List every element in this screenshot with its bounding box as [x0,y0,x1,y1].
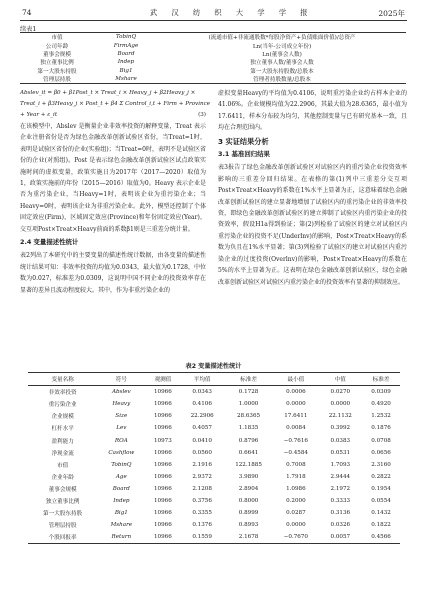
column-header: 观测值 [145,373,180,386]
table-cell: 0.1728 [238,389,259,396]
table-cell: 10966 [153,401,172,408]
table-cell: 0.3136 [330,510,351,517]
variable-definition: 管理者持股数量/总股本 [158,75,406,84]
table-cell: TobinQ [111,461,132,468]
variable-name: 独立董事比例 [40,60,74,67]
variable-name: 管理层持股 [20,75,94,84]
table-cell: 0.0708 [371,437,391,444]
table-row [28,410,400,422]
variable-symbol: Mshare [94,75,158,84]
stats-continued-text: 虚拟变量Heavy的平均值为0.4106，说明重污染企业约占样本企业的41.06%。企业规模均值为22.2906，其最大值为28.6365，最小值为17.6411，样本分布较为均匀，其他控制变量与已有研究基本一致，且均在合理范围内。 [218,90,407,132]
variable-definition: 独立董事人数/董事会人数 [250,60,314,67]
table-cell: 10966 [145,531,180,544]
table-cell: 0.0410 [192,437,212,444]
table-cell: 1.0986 [286,485,306,492]
table-cell: 10966 [153,461,172,468]
column-header: 符号 [97,373,145,386]
journal-year: 2025年 [378,9,405,18]
table-cell: 2.1916 [192,461,212,468]
table-cell: 0.1376 [192,522,212,529]
table-cell: 0.0656 [371,449,391,456]
table-cell: 非效率投资 [48,390,77,397]
table-row [28,422,400,434]
table-cell: 10966 [153,522,172,529]
table-cell: 0.0560 [192,449,212,456]
table-cell: 第一大股东持股 [43,511,83,518]
formula-line-3-text: + Year + ε_it [20,112,58,118]
table-cell: 10966 [153,497,172,504]
table-cell: 0.0006 [286,389,306,396]
table-cell: 0.0326 [330,522,351,529]
table-cell: 2.9372 [192,473,212,480]
table-cell: Big1 [114,510,128,517]
table-cell: 0.1432 [371,510,391,517]
table-cell: 10973 [153,437,172,444]
table-cell: Age [115,473,127,480]
variable-definition: Ln(当年-公司成立年份) [252,43,312,50]
column-header: 平均值 [180,373,224,386]
table-cell: 0.2000 [286,497,306,504]
table-cell: 独立董事比例 [45,498,80,505]
table-cell: 企业年龄 [51,474,74,481]
table-cell: 0.0383 [330,437,351,444]
table-row [28,386,400,399]
table-cell: 1.7918 [286,473,306,480]
table-row [28,519,400,531]
table-cell: 0.0000 [330,401,351,408]
column-header: 标准差 [362,373,400,386]
baseline-results-text: 表3报告了绿色金融改革创新试验区对试验区内的重污染企业投资效率影响的三重差分回归结果。在表格的第(1)列中三重差分交互项Post×Treat×Heavy的系数在1%水平上显著为正，这意味着绿色金融改革创新试验区的建立显著地增加了试验区内的重污染企业的非效率投资，即绿色金融改革创新试验区的建立抑制了试验区内重污染企业的投资效率，假设H1a得到验证；第(2)列检验了试验区的建立对试验区内重污染企业的投资不足(Underlnv)的影响，Post×Treat×Heavy的系数为负且在1%水平显著；第(3)列检验了试验区的建立对试验区内重污染企业的过度投资(Overlnv)的影响，Post×Treat×Heavy的系数在5%的水平上显著为正。这表明在绿色金融改革创新试验区，绿色金融改革创新试验区对试验区内重污染企业的投资效率有显著的抑制效应。 [218,164,407,286]
column-header: 中值 [319,373,363,386]
table-cell: 0.4566 [362,531,400,544]
table-cell: 0.0309 [371,389,391,396]
variable-name: 公司年龄 [45,43,69,50]
table-cell: 3.9890 [238,473,259,480]
descriptive-stats-text: 表2列出了本研究中的主要变量的描述性统计数据，由各变量的描述性统计结果可知：非效率投资的均值为0.0343，最大值为0.1728，中位数为0.027，标准差为0.0309，这说明中国不同企业的投资效率存在显著的差异且波动程度较大。其中，作为非重污染企业的 [20,252,206,294]
column-header: 最小值 [273,373,318,386]
table-cell: 0.3756 [192,497,212,504]
table1-row [20,50,406,58]
table-cell: 0.8999 [238,510,259,517]
table-row [28,483,400,495]
variable-definition-table [20,32,406,84]
table-cell: 0.3992 [330,425,351,432]
table-cell: 0.8993 [238,522,259,529]
table-cell: Lev [116,425,127,432]
table-cell: 0.7008 [286,461,306,468]
table-row [28,507,400,519]
model-description: 在该模型中，Abslev 是衡量企业非效率投资的解释变量，Treat 表示企业注册省份是否为绿色金融改革创新试验区省份，当Treat=1时，表明是试验区省份的企业(实验组)；当Treat=0时，表明不是试验区省份的企业(对照组)。Post 是表示绿色金融改革创新试验区试点政策实施时间的虚拟变量，政策实施日为2017年（2017—2020）取值为1，政策实施前的年份（2015—2016）取值为0。Heavy 表示企业是否为重污染企业，当Heavy=1时，表明该企业为重污染企业；当Heavy=0时，表明该企业为非重污染企业。此外，模型还控制了个体固定效应(Firm)，区域固定效应(Province)和年份固定效应(Year)，交互项Post×Treat×Heavy前面的系数β1则是三重差分统计量。 [20,123,206,233]
table-cell: 22.1132 [328,413,352,420]
table-row [28,531,400,544]
table2-title: 表2 变量描述性统计 [185,363,242,370]
table-cell: 2.8904 [238,485,259,492]
table-cell: −0.7616 [283,437,308,444]
variable-definition: Ln(董事会人数) [262,51,302,58]
table-cell: 0.6641 [238,449,259,456]
table-cell: 0.0084 [286,425,306,432]
equation-number: (3) [198,112,206,118]
table-row [28,495,400,507]
table-cell: 0.1559 [180,531,224,544]
table-row [28,398,400,410]
table-row [28,459,400,471]
variable-definition: 第一大股东持股数/总股本 [250,68,314,75]
table-cell: 盈利能力 [51,438,74,445]
variable-name: 第一大股东持股 [37,68,77,75]
table-cell: −0.7670 [273,531,318,544]
table-cell: 0.4106 [192,401,212,408]
formula-line-3 [20,110,206,121]
table-cell: 2.1678 [224,531,273,544]
variable-definition: (流通市值+非流通股数*每股净资产+负债账面价值)/总资产 [158,33,406,42]
table-cell: 10966 [153,389,172,396]
table1-row [20,67,406,75]
section-3-heading: 3 实证结果分析 [218,136,269,146]
table-cell: 0.4057 [192,425,212,432]
table-cell: 0.3333 [330,497,351,504]
table-cell: 杠杆水平 [51,426,74,433]
table-cell: Cashflow [108,449,135,456]
descriptive-statistics-table [28,372,400,544]
table-cell: 122.1885 [235,461,262,468]
table-cell: −0.4584 [283,449,308,456]
table1-row [20,75,406,84]
column-header: 变量名称 [28,373,97,386]
table-cell: 重污染企业 [48,402,77,409]
variable-name: 市值 [20,33,94,42]
table1-title: 续表1 [20,26,37,33]
table-cell: 1.7093 [330,461,351,468]
table-cell: 0.8796 [238,437,259,444]
table-cell: Size [115,413,128,420]
table-cell: 0.0057 [319,531,363,544]
table-cell: 个股回报率 [28,531,97,544]
formula-line-1: Abslev_it = β0 + β1Post_t × Treat_i × Heavy_j + β2Heavy_j × [20,90,196,96]
variable-symbol: FirmAge [113,42,139,49]
table-cell: 0.0531 [330,449,351,456]
table-cell: 0.1876 [371,425,391,432]
table-cell: 10966 [153,510,172,517]
table-cell: Indep [113,497,130,504]
table-cell: 28.6365 [236,413,261,420]
table-cell: 0.0000 [286,522,306,529]
column-header: 标准差 [224,373,273,386]
formula-line-2: Treat_i + β3Heavy_j × Post_t + β4 Σ Control_i,t + Firm + Province [20,101,211,107]
header-rule [20,20,407,21]
table-cell: 1.2532 [371,413,391,420]
table-cell: 10966 [153,449,172,456]
table-cell: Return [97,531,145,544]
table-cell: 0.0554 [371,497,391,504]
table-cell: 0.0270 [330,389,351,396]
table-cell: 管理层持股 [48,523,77,530]
table-cell: 净现金流 [51,450,74,457]
table-cell: ROA [114,437,128,444]
table-cell: 市值 [57,462,69,469]
section-3-1-heading: 3.1 基准回归结果 [218,150,270,159]
table-cell: 0.1822 [371,522,391,529]
table-cell: 2.3160 [371,461,391,468]
table-row [28,471,400,483]
table-cell: 0.8000 [238,497,259,504]
table1-row [20,41,406,49]
table1-row [20,33,406,42]
table-cell: 0.2822 [371,473,391,480]
table-cell: 10966 [153,425,172,432]
table-cell: 1.0000 [238,401,259,408]
table-cell: 董事会规模 [48,486,77,493]
table-cell: 10966 [153,413,172,420]
table-cell: 1.1835 [238,425,259,432]
table-cell: 2.9444 [330,473,351,480]
section-2-4-heading: 2.4 变量描述性统计 [20,238,79,247]
table-cell: 0.3355 [192,510,212,517]
table-cell: 0.0343 [192,389,212,396]
table-cell: 10966 [153,473,172,480]
table-cell: 0.4920 [371,401,391,408]
right-column [218,88,407,288]
table-cell: 10966 [153,485,172,492]
journal-title: 武 汉 纺 织 大 学 学 报 [150,8,314,17]
table-cell: 0.0000 [286,401,306,408]
variable-symbol: Big1 [119,67,133,74]
table-cell: Mshare [110,522,133,529]
left-column [20,88,211,296]
table-cell: Board [112,485,130,492]
table-cell: Abslev [111,389,131,396]
table-cell: 0.1954 [371,485,391,492]
page-number: 74 [22,8,32,17]
variable-name: 董事会规模 [43,51,71,58]
table-cell: 22.2906 [190,413,214,420]
table-cell: 企业规模 [51,414,74,421]
variable-symbol: Board [117,50,135,57]
table-cell: 2.1208 [192,485,212,492]
variable-symbol: Indep [117,59,135,66]
table1-row [20,58,406,66]
table-cell: 0.0287 [286,510,306,517]
variable-symbol: TobinQ [94,33,158,42]
table-row [28,434,400,446]
table-row [28,447,400,459]
table-cell: 17.6411 [284,413,308,420]
table-cell: Heavy [112,401,131,408]
table-cell: 2.1972 [330,485,351,492]
